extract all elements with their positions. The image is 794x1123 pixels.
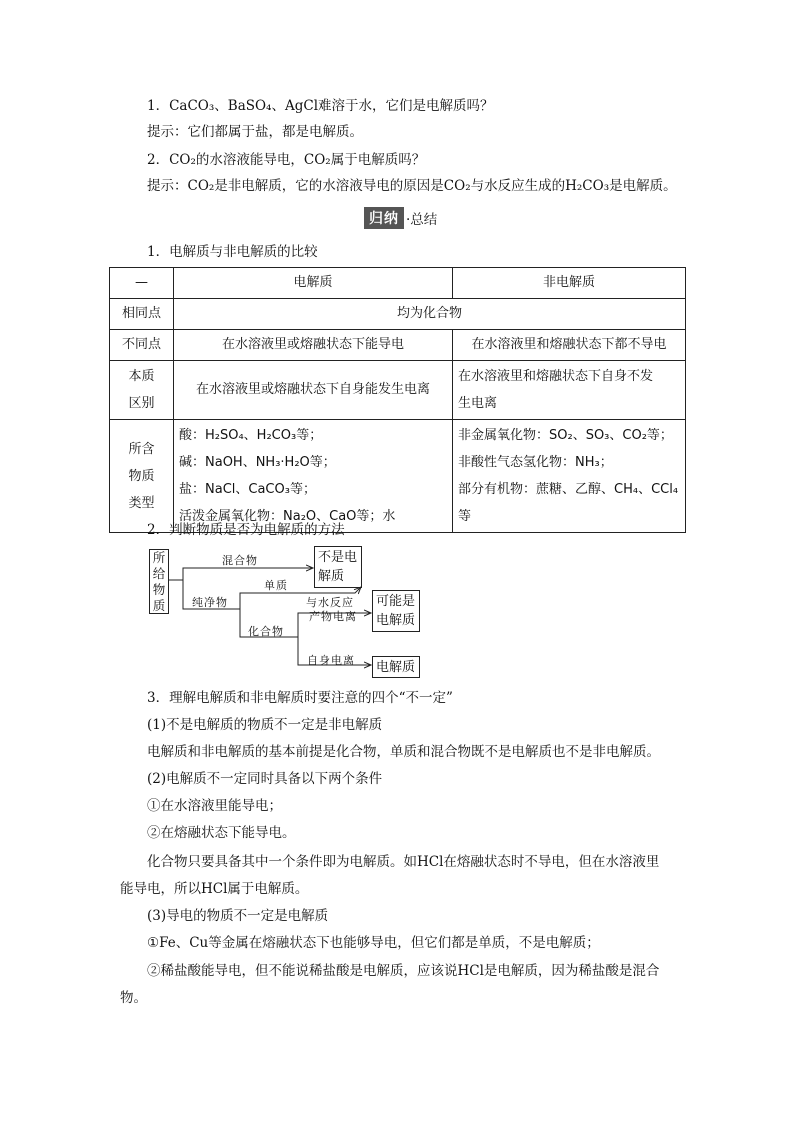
section-1-title: 1．电解质与非电解质的比较	[147, 244, 318, 260]
section-tag: 归纳	[364, 207, 404, 229]
cell-line: 非酸性气态氢化物：NH₃；	[458, 455, 613, 470]
row-label-line: 类型	[128, 495, 155, 511]
cell-line: 生电离	[458, 396, 498, 411]
cell-line: 碱：NaOH、NH₃·H₂O等；	[179, 455, 336, 470]
point-2-b: ②在熔融状态下能导电。	[147, 825, 296, 841]
cell-line: 部分有机物：蔗糖、乙醇、CH₄、CCl₄	[458, 482, 679, 497]
label-mixture: 混合物	[222, 554, 258, 567]
point-3-a: ①Fe、Cu等金属在熔融状态下也能够导电，但它们都是单质，不是电解质；	[147, 935, 600, 951]
table-header-cell: 电解质	[174, 268, 453, 299]
cell-line: 在水溶液里和熔融状态下自身不发	[458, 369, 654, 384]
label-pure: 纯净物	[192, 596, 228, 609]
label-self-ionize: 自身电离	[307, 654, 355, 667]
label-element: 单质	[264, 579, 288, 592]
cell-line: 盐：NaCl、CaCO₃等；	[179, 482, 316, 497]
section-2-title: 2．判断物质是否为电解质的方法	[147, 522, 345, 538]
row-label: 相同点	[110, 299, 174, 330]
answer-2: 提示：CO₂是非电解质，它的水溶液导电的原因是CO₂与水反应生成的H₂CO₃是电解质。	[147, 178, 677, 194]
point-2-text-line-1: 化合物只要具备其中一个条件即为电解质。如HCl在熔融状态时不导电，但在水溶液里	[147, 854, 660, 870]
section-3-title: 3．理解电解质和非电解质时要注意的四个“不一定”	[147, 690, 453, 706]
answer-1: 提示：它们都属于盐，都是电解质。	[147, 124, 363, 140]
table-header-cell: —	[110, 268, 174, 299]
label-compound: 化合物	[248, 625, 284, 638]
point-2-text-line-2: 能导电，所以HCl属于电解质。	[120, 881, 309, 897]
row-label-line: 所含	[128, 441, 155, 457]
row-label-line: 区别	[128, 396, 155, 411]
point-2-title: (2)电解质不一定同时具备以下两个条件	[147, 771, 383, 787]
cell-line: 活泼金属氧化物：Na₂O、CaO等；水	[179, 509, 396, 524]
question-2: 2．CO₂的水溶液能导电，CO₂属于电解质吗？	[147, 152, 426, 168]
not-electrolyte-box: 不是电解质	[314, 546, 362, 588]
section-subtitle: ·总结	[406, 212, 438, 228]
point-3-title: (3)导电的物质不一定是电解质	[147, 908, 329, 924]
row-label-line: 本质	[128, 369, 155, 384]
point-3-b-line-1: ②稀盐酸能导电，但不能说稀盐酸是电解质，应该说HCl是电解质，因为稀盐酸是混合	[147, 963, 660, 979]
label-product-ionize: 产物电离	[309, 610, 357, 623]
cell-line: 非金属氧化物：SO₂、SO₃、CO₂等；	[458, 428, 673, 443]
point-1-text: 电解质和非电解质的基本前提是化合物，单质和混合物既不是电解质也不是非电解质。	[147, 744, 660, 760]
cell-line: 酸：H₂SO₄、H₂CO₃等；	[179, 428, 323, 443]
table-header-cell: 非电解质	[453, 268, 686, 299]
maybe-electrolyte-box: 可能是电解质	[372, 590, 420, 632]
row-label-line: 物质	[128, 468, 155, 484]
point-2-a: ①在水溶液里能导电；	[147, 798, 282, 814]
table-cell: 在水溶液里和熔融状态下都不导电	[453, 330, 686, 361]
point-1-title: (1)不是电解质的物质不一定是非电解质	[147, 717, 383, 733]
label-react-water: 与水反应	[306, 596, 354, 609]
table-cell: 在水溶液里或熔融状态下能导电	[174, 330, 453, 361]
cell-line: 等	[458, 509, 472, 524]
table-cell: 在水溶液里或熔融状态下自身能发生电离	[174, 361, 453, 420]
table-cell: 均为化合物	[174, 299, 686, 330]
row-label: 不同点	[110, 330, 174, 361]
electrolyte-box: 电解质	[372, 656, 420, 678]
point-3-b-line-2: 物。	[120, 990, 147, 1006]
question-1: 1．CaCO₃、BaSO₄、AgCl难溶于水，它们是电解质吗？	[147, 98, 494, 114]
start-box: 所给物质	[149, 549, 169, 614]
